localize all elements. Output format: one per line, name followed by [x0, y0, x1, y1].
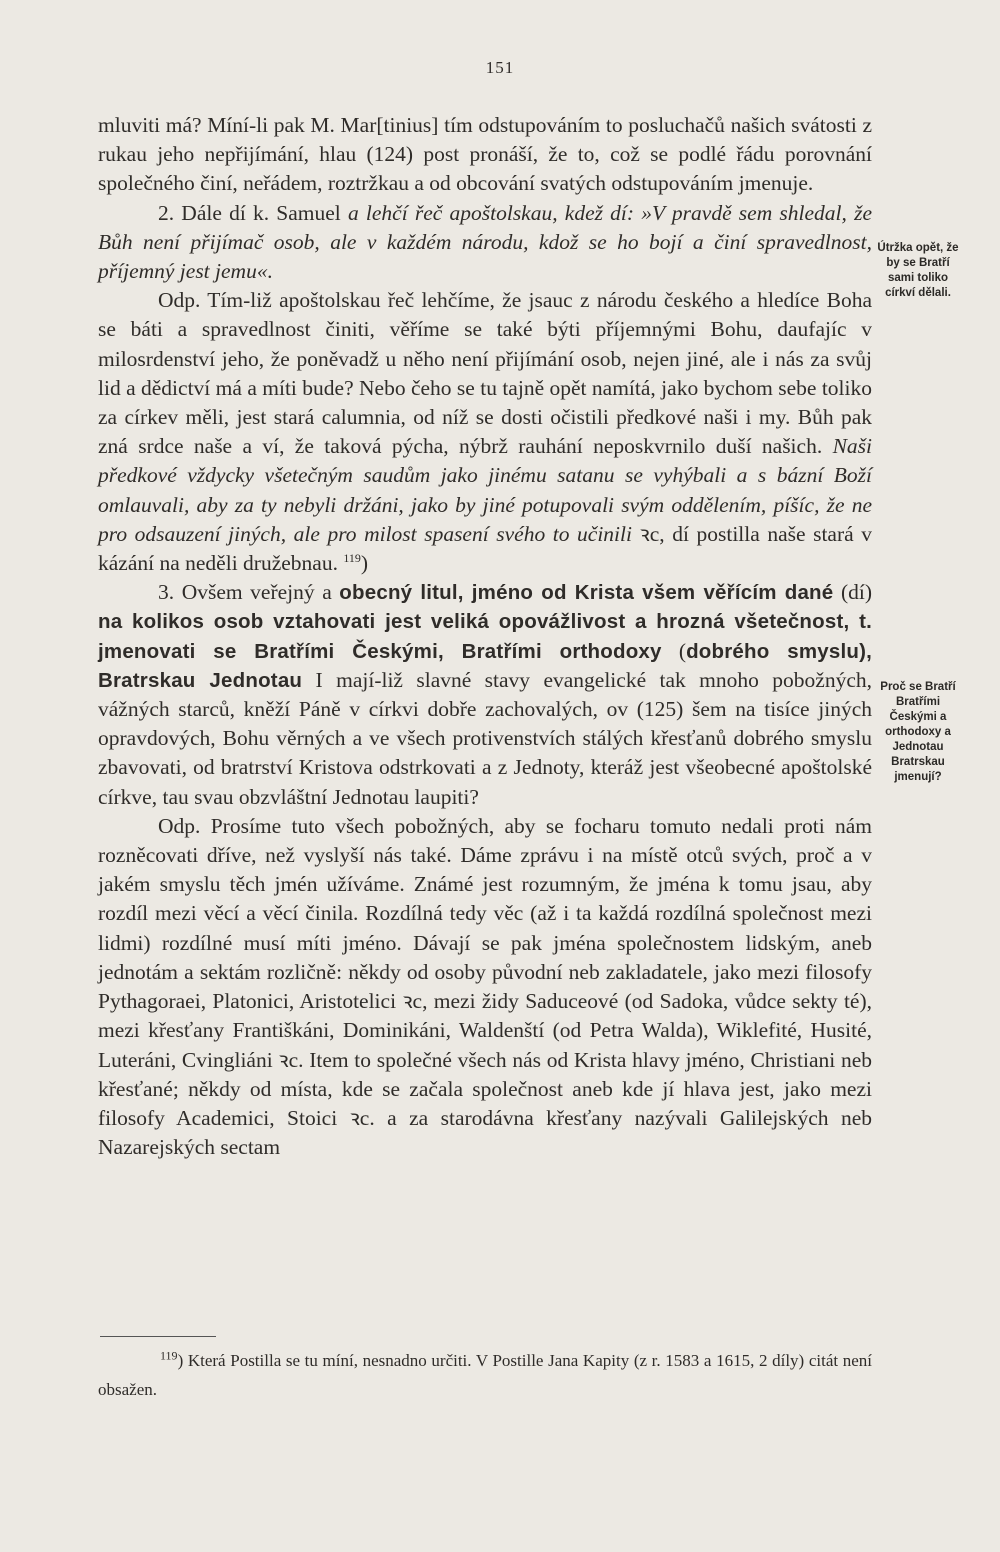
bold-phrase-3: dobrého smyslu), Bratrskau Jednotau	[98, 639, 872, 692]
paragraph-3-end: ꝛc, dí postilla naše stará v kázání na neděli družebnau.	[98, 521, 872, 576]
paragraph-4-g: I mají-liž slavné stavy evangelické tak mnoho pobožných, vážných starců, kněží Páně v církvi dobře zachovalých, ov (125) šem na tisíce jiných opravdových, Bohu věrných a ve všech protivenstvích stálých křesťanů dobrého smyslu zbavovati, od bratrství Kristova odstrkovati a z Jednoty, kteráž jest všeobecné apoštolské církve, tau svau obzvláštní Jednotau laupiti?	[98, 667, 872, 809]
paragraph-4-a: 3. Ovšem veřejný a	[158, 580, 340, 605]
paragraph-5: Odp. Prosíme tuto všech pobožných, aby se focharu tomuto nedali proti nám rozněcovati dříve, než vyslyší nás také. Dáme zprávu i na místě otců svých, proč a v jakém smyslu těch jmén užíváme. Známé jest rozumným, že jména k tomu jsau, aby rozdíl mezi věcí a věcí činila. Rozdílná tedy věc (až i ta každá rozdílná společnost mezi lidmi) rozdílné musí míti jméno. Dávají se pak jména společnostem lidským, aneb jednotám a sektám rozličně: někdy od osoby původní neb zakladatele, jako mezi filosofy Pythagoraei, Platonici, Aristotelici ꝛc, mezi židy Saduceové (od Sadoka, vůdce sekty té), mezi křesťany Františkáni, Dominikáni, Waldenští (od Petra Walda), Wiklefité, Husité, Luteráni, Cvingliáni ꝛc. Item to společné všech nás od Krista hlavy jméno, Christiani neb křesťané; někdy od místa, kde se začala společnost aneb kde jí hlava jest, jako mezi filosofy Academici, Stoici ꝛc. a za starodávna křesťany nazývali Galilejských neb Nazarejských sectam	[98, 813, 872, 1160]
main-text	[98, 111, 872, 1162]
paragraph-4-e: (	[661, 638, 687, 663]
page-number: 151	[485, 58, 515, 77]
margin-note-1: Útržka opět, že by se Bratří sami toliko církví dělali.	[877, 242, 959, 299]
footnote-text: ) Která Postilla se tu míní, nesnadno určiti. V Postille Jana Kapity (z r. 1583 a 1615, 2 díly) citát není obsažen.	[98, 1351, 872, 1399]
footnote	[98, 1346, 872, 1404]
bold-phrase-1: obecný litul, jméno od Krista všem věřícím dané	[339, 581, 834, 605]
footnote-divider	[100, 1336, 216, 1337]
margin-note-2: Proč se Bratří Bratřími Českými a orthodoxy a Jednotau Bratrskau jmenují?	[880, 681, 956, 783]
footnote-ref: 119	[343, 550, 361, 565]
bold-phrase-2: na kolikos osob vztahovati jest veliká opovážlivost a hrozná všetečnost, t. jmenovati se Bratřími Českými, Bratřími orthodoxy	[98, 610, 872, 663]
paragraph-2-start: 2. Dále dí k. Samuel	[158, 200, 348, 225]
footnote-ref-close: )	[360, 551, 369, 576]
quotation-postilla: Naši předkové vždycky všetečným saudům jako jinému satanu se vyhýbali a s bázní Boží omlauvali, aby za ty nebyli držáni, jako by jiné potupovali svým oddělením, píšíc, že ne pro odsauzení jiných, ale pro milost spasení svého to učinili	[98, 434, 872, 546]
paragraph-2	[98, 199, 872, 287]
paragraph-3	[98, 286, 872, 578]
quotation-samuel: a lehčí řeč apoštolskau, kdež dí: »V pravdě sem shledal, že Bůh není přijímač osob, ale v každém národu, kdož se ho bojí a činí spravedlnost, příjemný jest jemu«.	[98, 200, 872, 284]
paragraph-4	[98, 578, 872, 812]
footnote-number: 119	[160, 1348, 178, 1363]
paragraph-1: mluviti má? Míní-li pak M. Mar[tinius] tím odstupováním to posluchačů našich svátosti z rukau jeho nepřijímání, hlau (124) post pronáší, že to, což se podlé řádu porovnání společného činí, neřádem, roztržkau a od obcování svatých odstupováním jmenuje.	[98, 113, 872, 196]
paragraph-3-start: Odp. Tím-liž apoštolskau řeč lehčíme, že jsauc z národu českého a hledíce Boha se báti a spravedlnost činiti, věříme se také býti příjemnými Bohu, daufajíc v milosrdenství jeho, že poněvadž u něho není přijímání osob, nejen jiné, ale i nás za svůj lid a dědictví má a míti bude? Nebo čeho se tu tajně opět namítá, jako bychom sebe toliko za církev měli, jest stará calumnia, od níž se dosti očistili předkové naši i my. Bůh pak zná srdce naše a ví, že taková pýcha, nýbrž rauhání neposkvrnilo duší našich.	[98, 288, 872, 459]
paragraph-4-c: (dí)	[833, 580, 872, 605]
